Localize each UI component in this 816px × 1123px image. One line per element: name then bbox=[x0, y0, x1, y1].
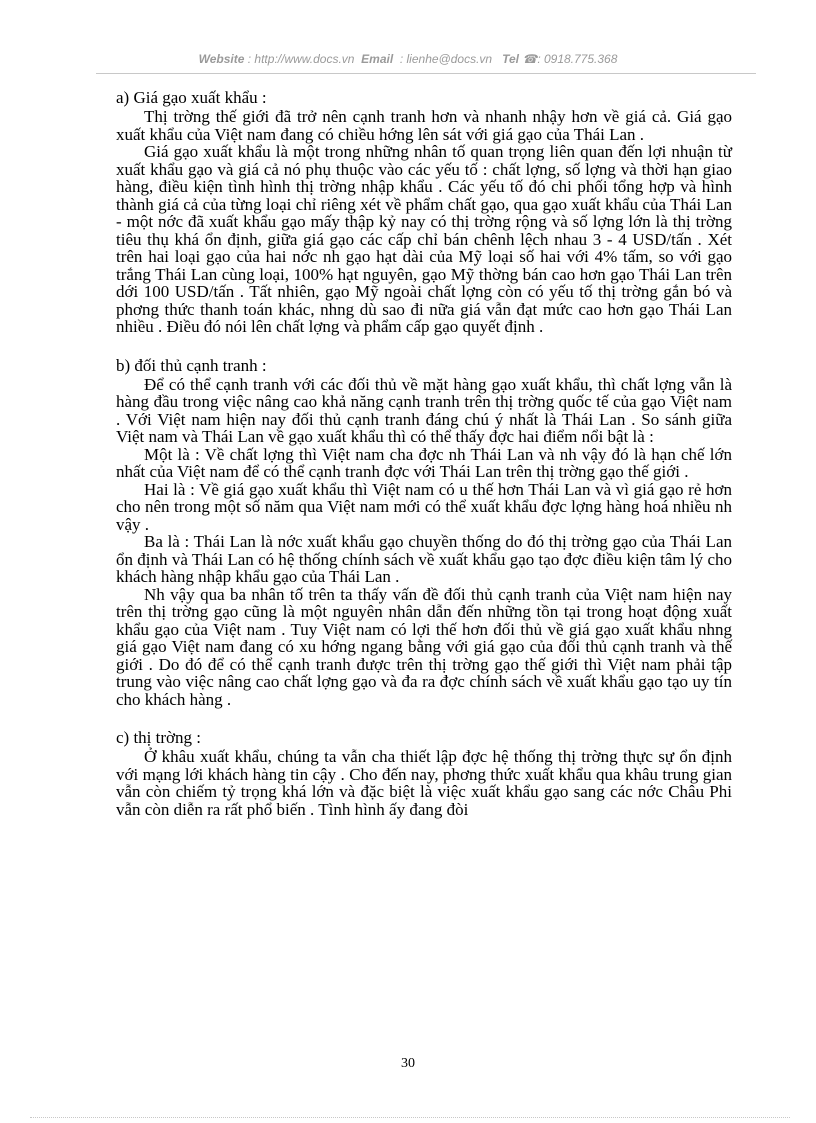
header-divider bbox=[96, 73, 756, 74]
section-b-paragraph-2: Một là : Về chất lợng thì Việt nam cha đợc nh Thái Lan và nh vậy đó là hạn chế lớn nhất của Việt nam để có thể cạnh tranh đợc với Thái Lan trên thị trờng gạo thế giới . bbox=[116, 444, 732, 481]
section-b-paragraph-5: Nh vậy qua ba nhân tố trên ta thấy vấn đề đối thủ cạnh tranh của Việt nam hiện nay trên thị trờng gạo cũng là một nguyên nhân dẫn đến những tồn tại trong hoạt động xuất khẩu gạo của Việt nam . Tuy Việt nam có lợi thế hơn đối thủ về giá gạo xuất khẩu nhng giá gạo Việt nam đang có xu hớng ngang bằng với giá gạo của đối thủ cạnh tranh và thế giới . Do đó để có thể cạnh tranh được trên thị trờng gạo thế giới thì Việt nam phải tập trung vào việc nâng cao chất lợng gạo và đa ra đợc chính sách về xuất khẩu gạo tạo uy tín cho khách hàng . bbox=[116, 584, 732, 709]
section-b-paragraph-4: Ba là : Thái Lan là nớc xuất khẩu gạo chuyền thống do đó thị trờng gạo của Thái Lan ổn định và Thái Lan có hệ thống chính sách về xuất khẩu gạo tạo đợc điều kiện tâm lý cho khách hàng nhập khẩu gạo của Thái Lan . bbox=[116, 532, 732, 586]
website-url[interactable]: http://www.docs.vn bbox=[254, 52, 355, 66]
section-a-heading: a) Giá gạo xuất khẩu : bbox=[116, 88, 267, 107]
tel-number: : 0918.775.368 bbox=[537, 52, 618, 66]
website-label: Website bbox=[198, 52, 245, 66]
section-b-paragraph-1: Để có thể cạnh tranh với các đối thủ về mặt hàng gạo xuất khẩu, thì chất lợng vẫn là hàng đầu trong việc nâng cao khả năng cạnh tranh trên thị trờng quốc tế của gạo Việt nam . Với Việt nam hiện nay đối thủ cạnh tranh đáng chú ý nhất là Thái Lan . So sánh giữa Việt nam và Thái Lan về gạo xuất khẩu thì có thể thấy đợc hai điểm nổi bật là : bbox=[116, 374, 732, 446]
section-a-paragraph-2: Giá gạo xuất khẩu là một trong những nhân tố quan trọng liên quan đến lợi nhuận từ xuất khẩu gạo và giá cả nó phụ thuộc vào các yếu tố : chất lợng, số lợng và thời hạn giao hàng, điều kiện tình hình thị trờng nhập khẩu . Các yếu tố đó chi phối tổng hợp và hình thành giá cả của từng loại chỉ riêng xét về phẩm chất gạo, qua gạo xuất khẩu của Thái Lan - một nớc đã xuất khẩu gạo mấy thập kỷ nay có thị trờng rộng và số lợng lớn là thị trờng tiêu thụ khá ổn định, giữa giá gạo các cấp chỉ bán chênh lệch nhau 3 - 4 USD/tấn . Xét trên hai loại gạo của hai nớc nh gạo hạt dài của Mỹ loại số hai với 4% tấm, so với gạo trắng Thái Lan cùng loại, 100% hạt nguyên, gạo Mỹ thờng bán cao hơn gạo Thái Lan trên dới 100 USD/tấn . Tất nhiên, gạo Mỹ ngoài chất lợng còn có yếu tố thị trờng gắn bó và phơng thức thanh toán khác, nhng dù sao đi nữa giá vẫn đạt mức cao hơn gạo Thái Lan nhiều . Điều đó nói lên chất lợng và phẩm cấp gạo quyết định . bbox=[116, 142, 732, 336]
email-separator: : bbox=[399, 52, 404, 66]
footer-divider bbox=[30, 1117, 790, 1118]
section-b-paragraph-3: Hai là : Về giá gạo xuất khẩu thì Việt nam có u thế hơn Thái Lan và vì giá gạo rẻ hơn cho nên trong một số năm qua Việt nam mới có thể xuất khẩu đợc lợng hàng hoá nhiều nh vậy . bbox=[116, 479, 732, 534]
email-address[interactable]: lienhe@docs.vn bbox=[406, 52, 493, 66]
email-label: Email bbox=[361, 52, 394, 66]
section-c-heading: c) thị trờng : bbox=[116, 728, 201, 747]
website-separator: : bbox=[247, 52, 252, 66]
phone-icon: ☎ bbox=[522, 52, 538, 66]
tel-label: Tel bbox=[502, 52, 520, 66]
section-c-paragraph-1: Ở khâu xuất khẩu, chúng ta vẫn cha thiết lập đợc hệ thống thị trờng thực sự ổn định với mạng lới khách hàng tin cậy . Cho đến nay, phơng thức xuất khẩu qua khâu trung gian vẫn còn chiếm tỷ trọng khá lớn và đặc biệt là việc xuất khẩu gạo sang các nớc Châu Phi vẫn còn diễn ra rất phổ biến . Tình hình ấy đang đòi bbox=[116, 747, 732, 819]
page-number: 30 bbox=[401, 1056, 415, 1071]
section-a-paragraph-1: Thị trờng thế giới đã trở nên cạnh tranh hơn và nhanh nhậy hơn về giá cả. Giá gạo xuất khẩu của Việt nam đang có chiều hớng lên sát với giá gạo của Thái Lan . bbox=[116, 107, 732, 144]
document-body bbox=[116, 88, 732, 818]
page-header bbox=[0, 52, 816, 66]
section-b-heading: b) đối thủ cạnh tranh : bbox=[116, 355, 267, 375]
